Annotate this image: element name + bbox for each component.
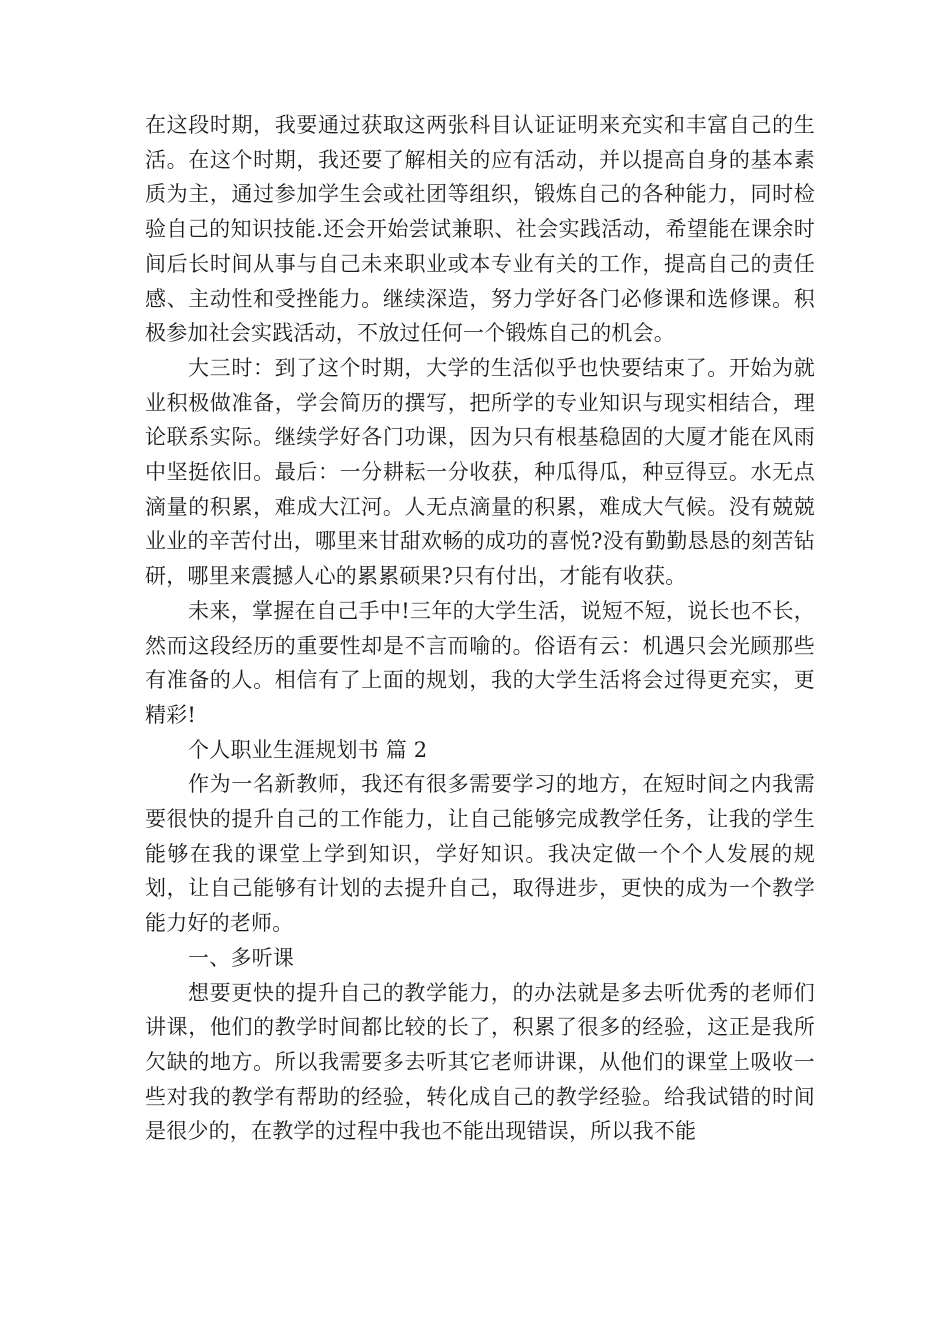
paragraph-university-sophomore-plan: 在这段时期，我要通过获取这两张科目认证证明来充实和丰富自己的生活。在这个时期，我还要了解相关的应有活动，并以提高自身的基本素质为主，通过参加学生会或社团等组织，锻炼自己的各种能力，同时检验自己的知识技能.还会开始尝试兼职、社会实践活动，希望能在课余时间后长时间从事与自己未来职业或本专业有关的工作，提高自己的责任感、主动性和受挫能力。继续深造，努力学好各门必修课和选修课。积极参加社会实践活动，不放过任何一个锻炼自己的机会。 bbox=[145, 113, 815, 346]
document-body bbox=[145, 108, 815, 1149]
section-heading-attend-lessons: 一、多听课 bbox=[188, 945, 295, 970]
paragraph-future-conclusion: 未来，掌握在自己手中!三年的大学生活，说短不短，说长也不长，然而这段经历的重要性却是不言而喻的。俗语有云：机遇只会光顾那些有准备的人。相信有了上面的规划，我的大学生活将会过得更充实，更精彩! bbox=[145, 598, 815, 727]
paragraph-junior-year-plan: 大三时：到了这个时期，大学的生活似乎也快要结束了。开始为就业积极做准备，学会简历的撰写，把所学的专业知识与现实相结合，理论联系实际。继续学好各门功课，因为只有根基稳固的大厦才能在风雨中坚挺依旧。最后：一分耕耘一分收获，种瓜得瓜，种豆得豆。水无点滴量的积累，难成大江河。人无点滴量的积累，难成大气候。没有兢兢业业的辛苦付出，哪里来甘甜欢畅的成功的喜悦?没有勤勤恳恳的刻苦钻研，哪里来震撼人心的累累硕果?只有付出，才能有收获。 bbox=[145, 355, 815, 589]
paragraph-new-teacher-intro: 作为一名新教师，我还有很多需要学习的地方，在短时间之内我需要很快的提升自己的工作能力，让自己能够完成教学任务，让我的学生能够在我的课堂上学到知识，学好知识。我决定做一个个人发展的规划，让自己能够有计划的去提升自己，取得进步，更快的成为一个教学能力好的老师。 bbox=[145, 772, 815, 936]
paragraph-attend-lessons-detail: 想要更快的提升自己的教学能力，的办法就是多去听优秀的老师们讲课，他们的教学时间都比较的长了，积累了很多的经验，这正是我所欠缺的地方。所以我需要多去听其它老师讲课，从他们的课堂上吸收一些对我的教学有帮助的经验，转化成自己的教学经验。给我试错的时间是很少的，在教学的过程中我也不能出现错误，所以我不能 bbox=[145, 980, 815, 1144]
section-title-career-plan-2: 个人职业生涯规划书 篇 2 bbox=[188, 737, 428, 762]
